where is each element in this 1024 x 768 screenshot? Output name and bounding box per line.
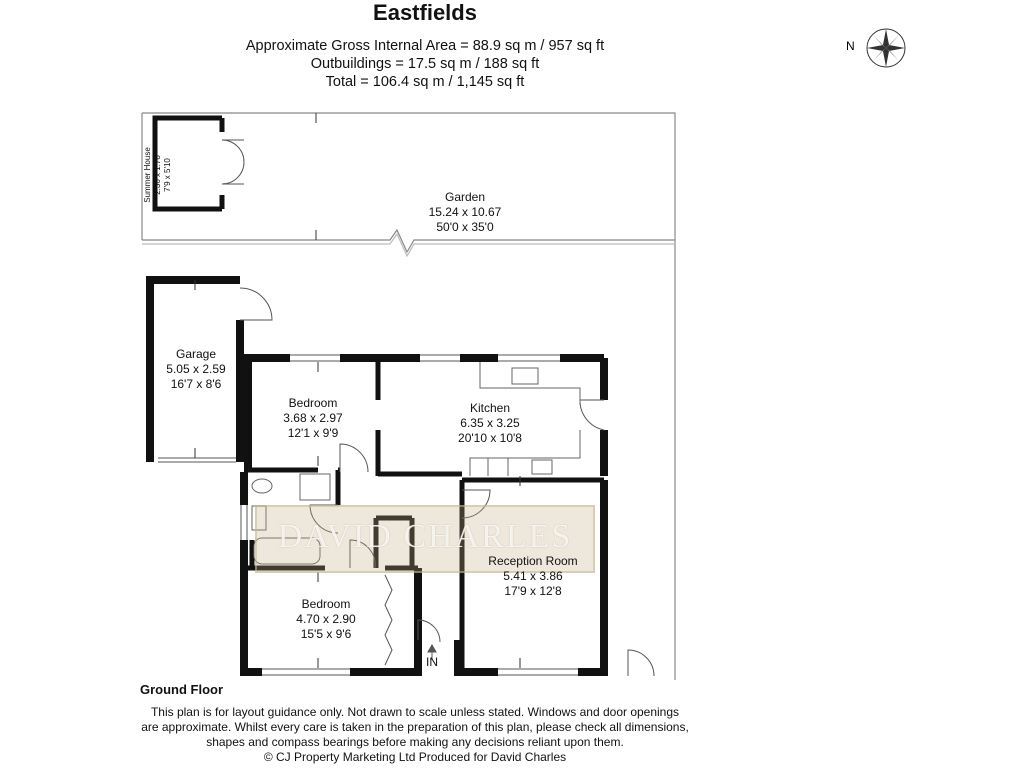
- disclaimer-line-3: shapes and compass bearings before making any decisions reliant upon them.: [206, 735, 624, 749]
- kitchen-imperial: 20'10 x 10'8: [458, 431, 522, 445]
- disclaimer: [110, 705, 720, 765]
- bedroom1-imperial: 12'1 x 9'9: [287, 426, 339, 440]
- disclaimer-line-2: are approximate. Whilst every care is taken in the preparation of this plan, please check all dimensions,: [141, 720, 689, 734]
- watermark-text: DAVID CHARLES: [277, 518, 573, 555]
- summer-house-label: [143, 140, 213, 203]
- total-area: Total = 106.4 sq m / 1,145 sq ft: [325, 74, 525, 90]
- gross-internal-area: Approximate Gross Internal Area = 88.9 sq m / 957 sq ft: [245, 38, 605, 54]
- reception-metric: 5.41 x 3.86: [503, 569, 563, 583]
- bedroom1-name: Bedroom: [288, 396, 338, 410]
- garden-name: Garden: [444, 190, 486, 204]
- garage-label: [146, 347, 246, 392]
- kitchen-metric: 6.35 x 3.25: [460, 416, 520, 430]
- disclaimer-line-1: This plan is for layout guidance only. Not drawn to scale unless stated. Windows and door openings: [150, 705, 680, 719]
- bedroom2-label: [276, 597, 376, 642]
- garage-name: Garage: [175, 347, 217, 361]
- garden-label: [390, 190, 540, 235]
- reception-label: [478, 554, 588, 599]
- garden-metric: 15.24 x 10.67: [428, 205, 502, 219]
- entrance-label: IN: [426, 655, 438, 669]
- summer-house-imperial: 7'9 x 5'10: [163, 158, 172, 192]
- bedroom2-imperial: 15'5 x 9'6: [300, 627, 352, 641]
- garage-imperial: 16'7 x 8'6: [170, 377, 222, 391]
- outbuildings-area: Outbuildings = 17.5 sq m / 188 sq ft: [310, 56, 540, 72]
- summer-house-name: Summer House: [143, 147, 152, 203]
- garage-metric: 5.05 x 2.59: [166, 362, 226, 376]
- bedroom2-metric: 4.70 x 2.90: [296, 612, 356, 626]
- bedroom1-label: [263, 396, 363, 441]
- reception-name: Reception Room: [488, 554, 578, 568]
- reception-imperial: 17'9 x 12'8: [504, 584, 562, 598]
- summer-house-metric: 2.36 x 1.78: [153, 155, 162, 195]
- summer-house-doors: [222, 140, 244, 184]
- garden-imperial: 50'0 x 35'0: [436, 220, 494, 234]
- kitchen-label: [440, 401, 540, 446]
- bedroom1-metric: 3.68 x 2.97: [283, 411, 343, 425]
- bedroom2-name: Bedroom: [301, 597, 351, 611]
- floor-label: Ground Floor: [140, 682, 224, 697]
- compass-north-label: N: [846, 39, 855, 53]
- plan-title: Eastfields: [373, 0, 477, 25]
- kitchen-name: Kitchen: [469, 401, 511, 415]
- disclaimer-line-4: © CJ Property Marketing Ltd Produced for David Charles: [263, 750, 567, 764]
